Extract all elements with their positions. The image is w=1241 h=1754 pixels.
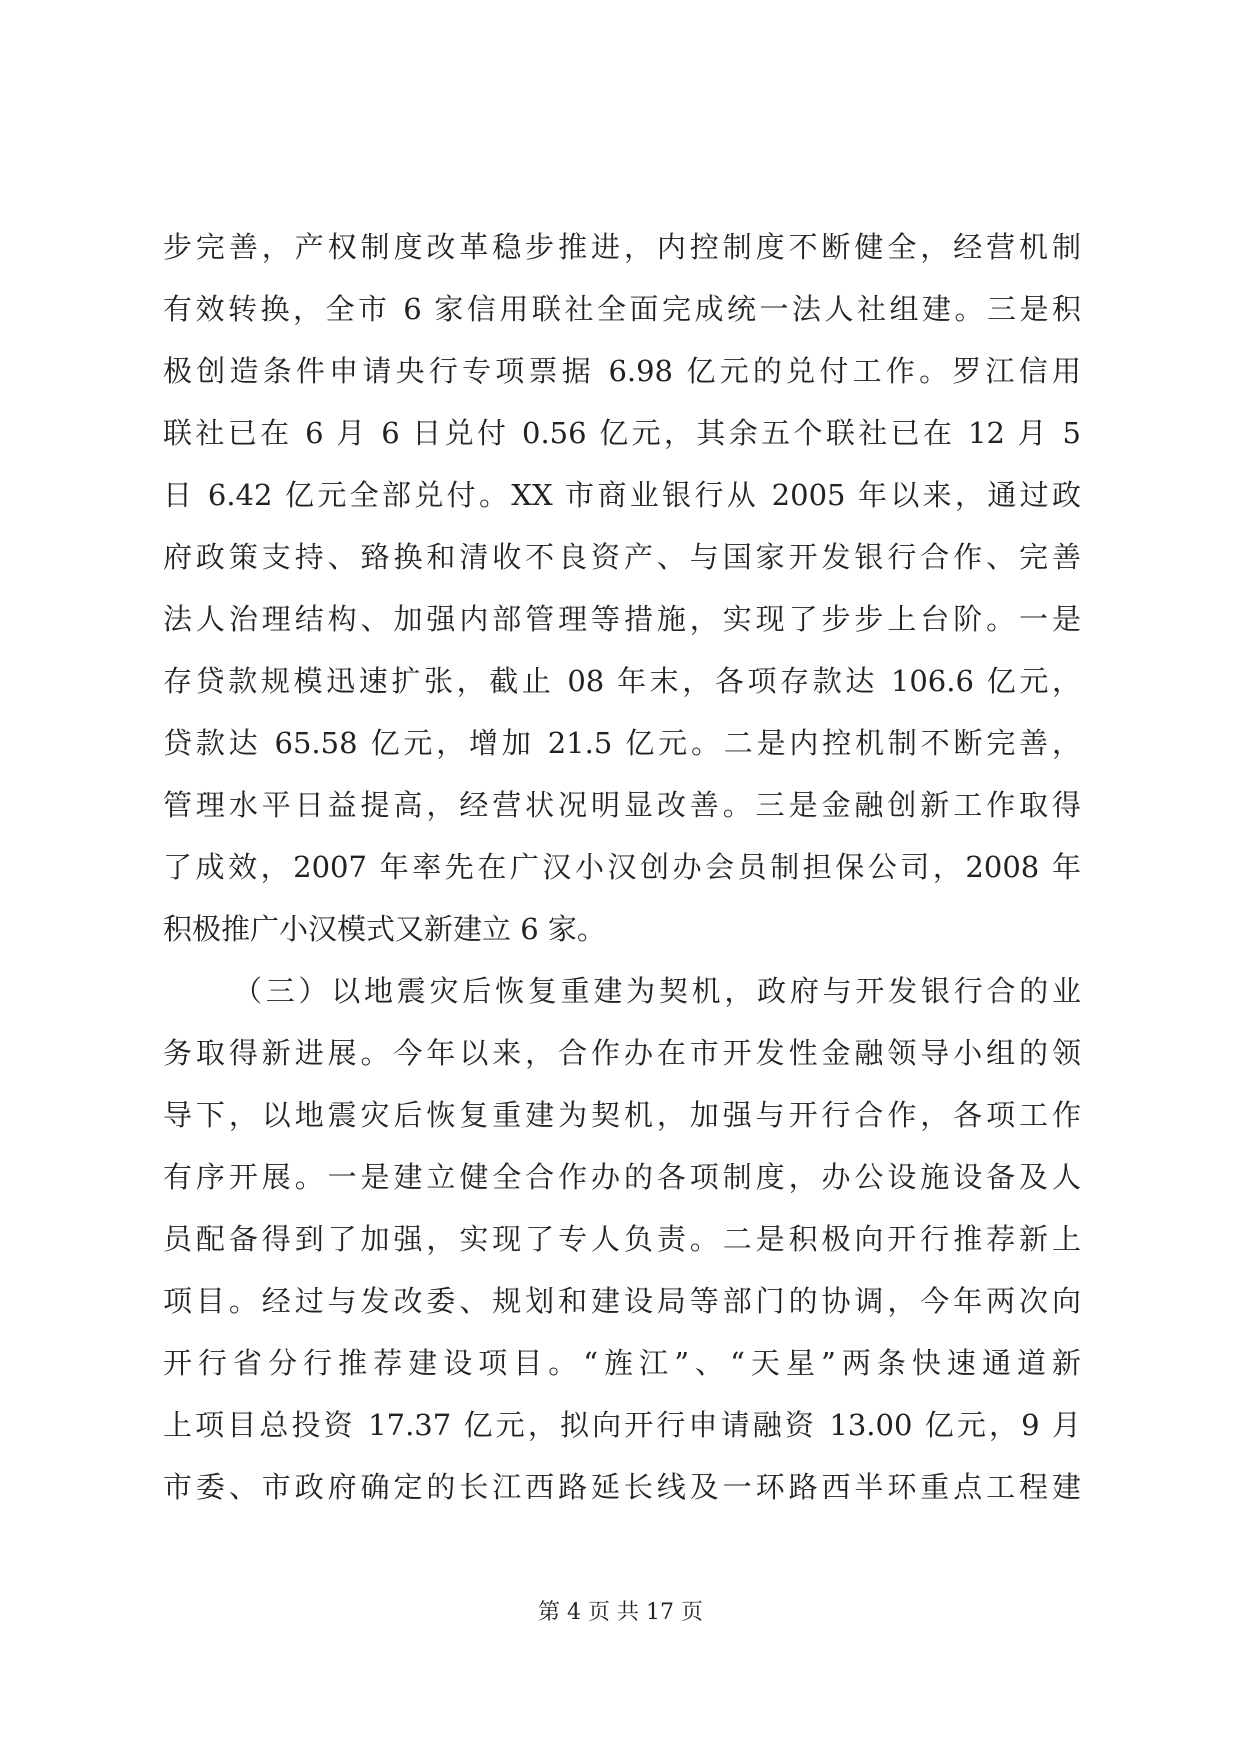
text-line: （三）以地震灾后恢复重建为契机，政府与开发银行合的业 <box>233 974 1081 1008</box>
text-line: 开行省分行推荐建设项目。“旌江”、“天星”两条快速通道新 <box>163 1346 1081 1380</box>
body-text <box>163 216 1081 1518</box>
paragraph-1 <box>163 216 1081 960</box>
text-line: 上项目总投资 17.37 亿元，拟向开行申请融资 13.00 亿元，9 月 <box>163 1408 1081 1442</box>
text-line: 市委、市政府确定的长江西路延长线及一环路西半环重点工程建 <box>163 1470 1081 1504</box>
text-line: 务取得新进展。今年以来，合作办在市开发性金融领导小组的领 <box>163 1036 1081 1070</box>
text-line: 了成效，2007 年率先在广汉小汉创办会员制担保公司，2008 年 <box>163 850 1081 884</box>
text-line: 步完善，产权制度改革稳步推进，内控制度不断健全，经营机制 <box>163 230 1081 264</box>
text-line: 员配备得到了加强，实现了专人负责。二是积极向开行推荐新上 <box>163 1222 1081 1256</box>
text-line: 项目。经过与发改委、规划和建设局等部门的协调，今年两次向 <box>163 1284 1081 1318</box>
text-line: 府政策支持、臵换和清收不良资产、与国家开发银行合作、完善 <box>163 540 1081 574</box>
text-line: 导下，以地震灾后恢复重建为契机，加强与开行合作，各项工作 <box>163 1098 1081 1132</box>
text-line: 有序开展。一是建立健全合作办的各项制度，办公设施设备及人 <box>163 1160 1081 1194</box>
text-line: 管理水平日益提高，经营状况明显改善。三是金融创新工作取得 <box>163 788 1081 822</box>
text-line: 贷款达 65.58 亿元，增加 21.5 亿元。二是内控机制不断完善， <box>163 726 1081 760</box>
text-line: 日 6.42 亿元全部兑付。XX 市商业银行从 2005 年以来，通过政 <box>163 478 1081 512</box>
text-line: 有效转换，全市 6 家信用联社全面完成统一法人社组建。三是积 <box>163 292 1081 326</box>
text-line: 法人治理结构、加强内部管理等措施，实现了步步上台阶。一是 <box>163 602 1081 636</box>
text-line: 积极推广小汉模式又新建立 6 家。 <box>163 912 606 946</box>
text-line: 联社已在 6 月 6 日兑付 0.56 亿元，其余五个联社已在 12 月 5 <box>163 416 1081 450</box>
text-line: 极创造条件申请央行专项票据 6.98 亿元的兑付工作。罗江信用 <box>163 354 1081 388</box>
text-line: 存贷款规模迅速扩张，截止 08 年末，各项存款达 106.6 亿元， <box>163 664 1081 698</box>
page-footer: 第 4 页 共 17 页 <box>538 1600 703 1625</box>
paragraph-2 <box>163 960 1081 1518</box>
